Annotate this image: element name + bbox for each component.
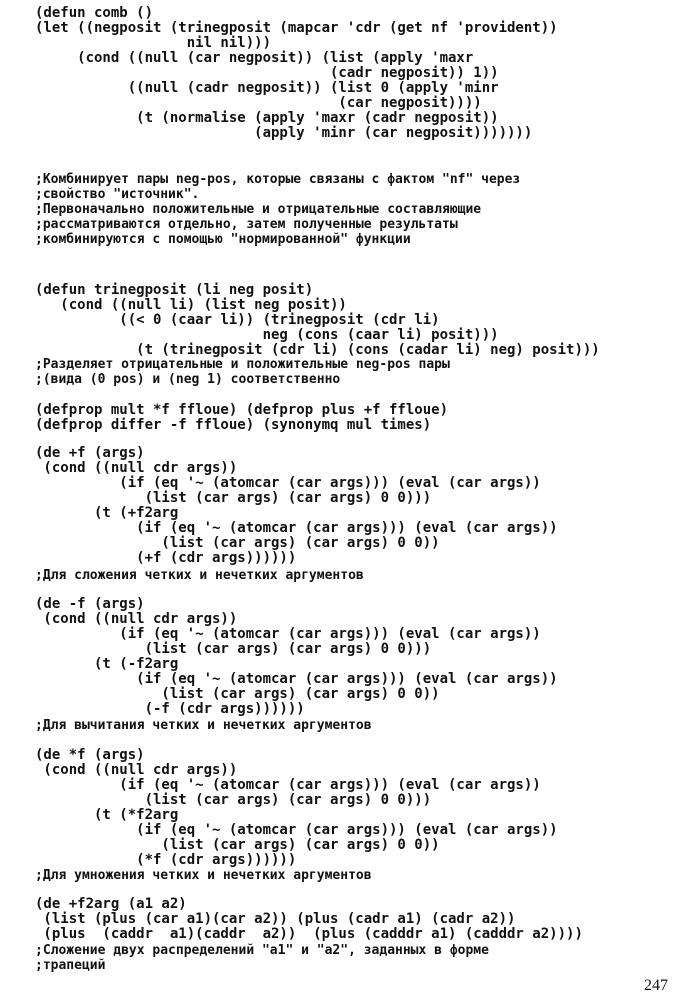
code-line: (list (car args) (car args) 0 0))) xyxy=(35,490,432,506)
code-line: (de +f2arg (a1 a2) xyxy=(35,896,187,912)
comment-line: ;Разделяет отрицательные и положительные neg-pos пары xyxy=(35,357,450,372)
comment-line: ;рассматриваются отдельно, затем полученные результаты xyxy=(35,217,458,232)
code-line: ((< 0 (caar li)) (trinegposit (cdr li) xyxy=(35,312,440,328)
code-line: (t (trinegposit (cdr li) (cons (cadar li) neg) posit))) xyxy=(35,342,600,358)
code-line: (apply 'minr (car negposit))))))) xyxy=(35,125,533,141)
comment-line: ;Сложение двух распределений "a1" и "a2", заданных в форме xyxy=(35,943,489,958)
code-line: (if (eq '~ (atomcar (car args))) (eval (car args)) xyxy=(35,671,558,687)
code-line: (defprop mult *f ffloue) (defprop plus +f ffloue) xyxy=(35,402,449,418)
code-line: (cond ((null cdr args)) xyxy=(35,460,238,476)
code-line: (car negposit)))) xyxy=(35,95,482,111)
code-line: (de +f (args) xyxy=(35,445,145,461)
code-line: (if (eq '~ (atomcar (car args))) (eval (car args)) xyxy=(35,777,541,793)
code-line: (defprop differ -f ffloue) (synonymq mul times) xyxy=(35,417,432,433)
code-line: (if (eq '~ (atomcar (car args))) (eval (car args)) xyxy=(35,626,541,642)
code-line: (if (eq '~ (atomcar (car args))) (eval (car args)) xyxy=(35,822,558,838)
page-number: 247 xyxy=(644,977,668,994)
code-line: (+f (cdr args)))))) xyxy=(35,550,297,566)
comment-line: ;трапеций xyxy=(35,958,106,973)
code-line: (cond ((null cdr args)) xyxy=(35,611,238,627)
code-line: (list (car args) (car args) 0 0)) xyxy=(35,837,440,853)
code-line: (list (plus (car a1)(car a2)) (plus (cadr a1) (cadr a2)) xyxy=(35,911,516,927)
code-line: (cond ((null (car negposit)) (list (apply 'maxr xyxy=(35,50,474,66)
code-line: (cond ((null li) (list neg posit)) xyxy=(35,297,347,313)
code-line: (defun trinegposit (li neg posit) xyxy=(35,282,314,298)
code-line: (defun comb () xyxy=(35,5,154,21)
code-line: ((null (cadr negposit)) (list 0 (apply 'minr xyxy=(35,80,499,96)
comment-line: ;Для вычитания четких и нечетких аргументов xyxy=(35,718,372,733)
comment-line: ;Для сложения четких и нечетких аргументов xyxy=(35,568,364,583)
code-line: (list (car args) (car args) 0 0))) xyxy=(35,792,432,808)
code-line: nil nil))) xyxy=(35,35,272,51)
code-line: (cadr negposit)) 1)) xyxy=(35,65,499,81)
code-line: (*f (cdr args)))))) xyxy=(35,852,297,868)
comment-line: ;комбинируются с помощью "нормированной" функции xyxy=(35,232,411,247)
code-line: (if (eq '~ (atomcar (car args))) (eval (car args)) xyxy=(35,475,541,491)
comment-line: ;Первоначально положительные и отрицательные составляющие xyxy=(35,202,482,217)
comment-line: ;Для умножения четких и нечетких аргументов xyxy=(35,868,372,883)
code-line: (cond ((null cdr args)) xyxy=(35,762,238,778)
code-line: (list (car args) (car args) 0 0)) xyxy=(35,686,440,702)
code-line: (de *f (args) xyxy=(35,747,145,763)
code-line: (let ((negposit (trinegposit (mapcar 'cdr (get nf 'provident)) xyxy=(35,20,558,36)
code-line: (t (+f2arg xyxy=(35,505,179,521)
code-line: (t (*f2arg xyxy=(35,807,179,823)
code-line: (if (eq '~ (atomcar (car args))) (eval (car args)) xyxy=(35,520,558,536)
code-line: (plus (caddr a1)(caddr a2)) (plus (cadddr a1) (cadddr a2)))) xyxy=(35,926,583,942)
code-line: neg (cons (caar li) posit))) xyxy=(35,327,499,343)
code-line: (-f (cdr args)))))) xyxy=(35,701,305,717)
code-line: (list (car args) (car args) 0 0))) xyxy=(35,641,432,657)
comment-line: ;свойство "источник". xyxy=(35,187,200,202)
comment-line: ;(вида (0 pos) и (neg 1) соответственно xyxy=(35,372,341,387)
code-line: (de -f (args) xyxy=(35,596,145,612)
code-line: (list (car args) (car args) 0 0)) xyxy=(35,535,440,551)
comment-line: ;Комбинирует пары neg-pos, которые связаны с фактом "nf" через xyxy=(35,172,521,187)
code-line: (t (-f2arg xyxy=(35,656,179,672)
code-line: (t (normalise (apply 'maxr (cadr negposit)) xyxy=(35,110,499,126)
